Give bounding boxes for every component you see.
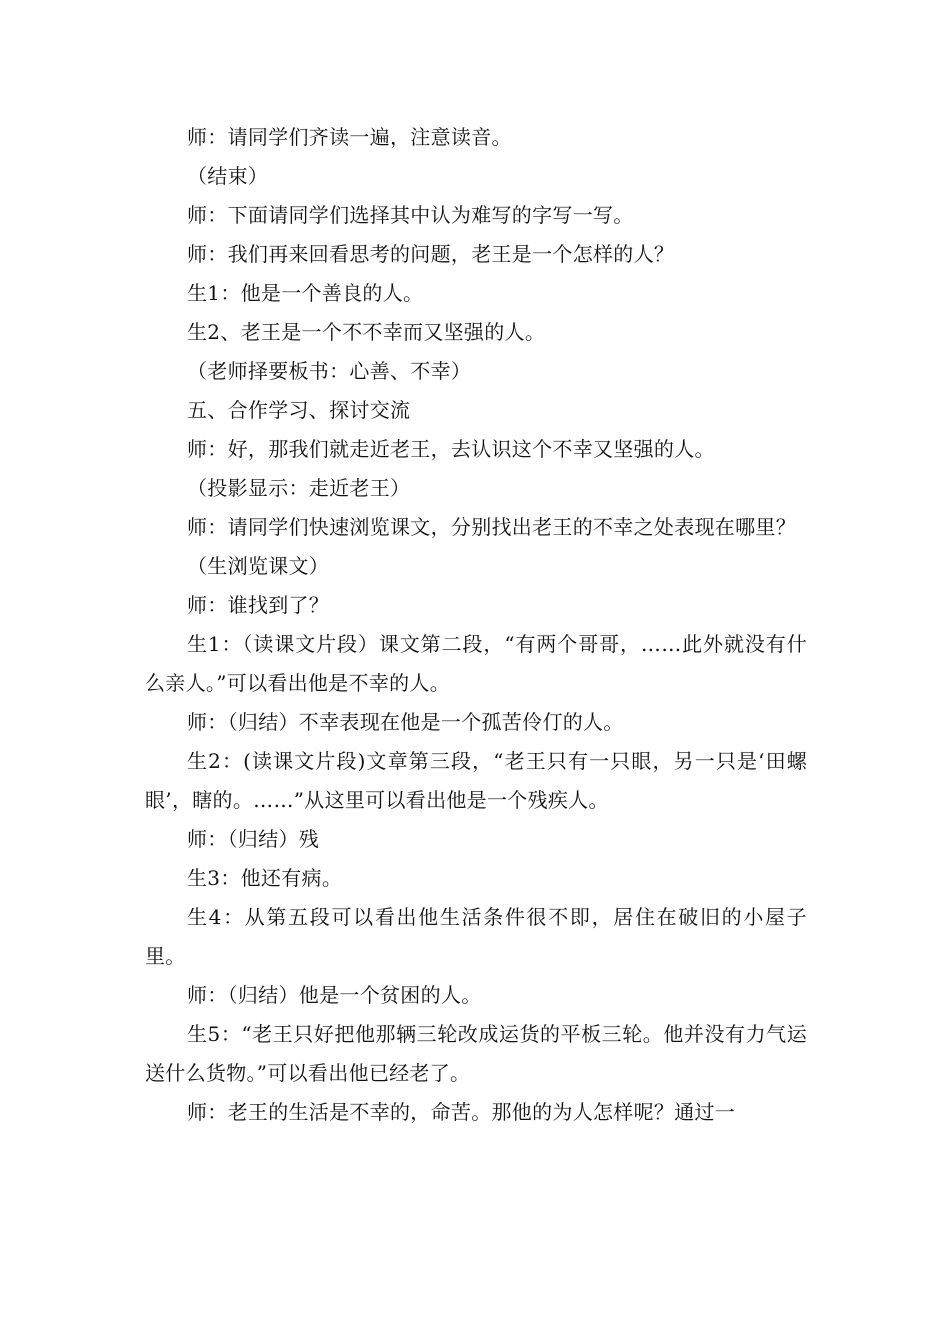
paragraph: （老师择要板书：心善、不幸） xyxy=(187,359,472,383)
paragraph: 生2、老王是一个不不幸而又坚强的人。 xyxy=(187,320,546,344)
paragraph: 师：（归结）残 xyxy=(187,827,320,851)
paragraph: （投影显示：走近老王） xyxy=(187,476,411,500)
paragraph: 师：（归结）他是一个贫困的人。 xyxy=(187,983,482,1007)
section-heading: 五、合作学习、探讨交流 xyxy=(187,398,411,422)
paragraph: 师：好，那我们就走近老王，去认识这个不幸又坚强的人。 xyxy=(187,437,715,461)
paragraph: 生5：“老王只好把他那辆三轮改成运货的平板三轮。他并没有力气运送什么货物。”可以看出他已经老了。 xyxy=(145,1022,807,1085)
paragraph: 师：请同学们快速浏览课文，分别找出老王的不幸之处表现在哪里？ xyxy=(187,515,796,539)
paragraph: 生3：他还有病。 xyxy=(187,866,343,890)
paragraph: 生4：从第五段可以看出他生活条件很不即，居住在破旧的小屋子里。 xyxy=(145,905,807,968)
paragraph: 师：谁找到了？ xyxy=(187,593,330,617)
paragraph: （生浏览课文） xyxy=(187,554,330,578)
paragraph: 师：请同学们齐读一遍，注意读音。 xyxy=(187,125,512,149)
paragraph: （结束） xyxy=(187,164,269,188)
document-body xyxy=(145,118,807,1132)
paragraph: 师：我们再来回看思考的问题，老王是一个怎样的人？ xyxy=(187,242,675,266)
paragraph: 生1：（读课文片段）课文第二段，“有两个哥哥，……此外就没有什么亲人。”可以看出他是不幸的人。 xyxy=(145,632,807,695)
paragraph: 师：（归结）不幸表现在他是一个孤苦伶仃的人。 xyxy=(187,710,624,734)
paragraph: 师：下面请同学们选择其中认为难写的字写一写。 xyxy=(187,203,634,227)
paragraph: 生1：他是一个善良的人。 xyxy=(187,281,424,305)
paragraph: 师：老王的生活是不幸的，命苦。那他的为人怎样呢？通过一 xyxy=(187,1100,736,1124)
paragraph: 生2：(读课文片段)文章第三段，“老王只有一只眼，另一只是‘田螺眼’，瞎的。……”从这里可以看出他是一个残疾人。 xyxy=(145,749,807,812)
